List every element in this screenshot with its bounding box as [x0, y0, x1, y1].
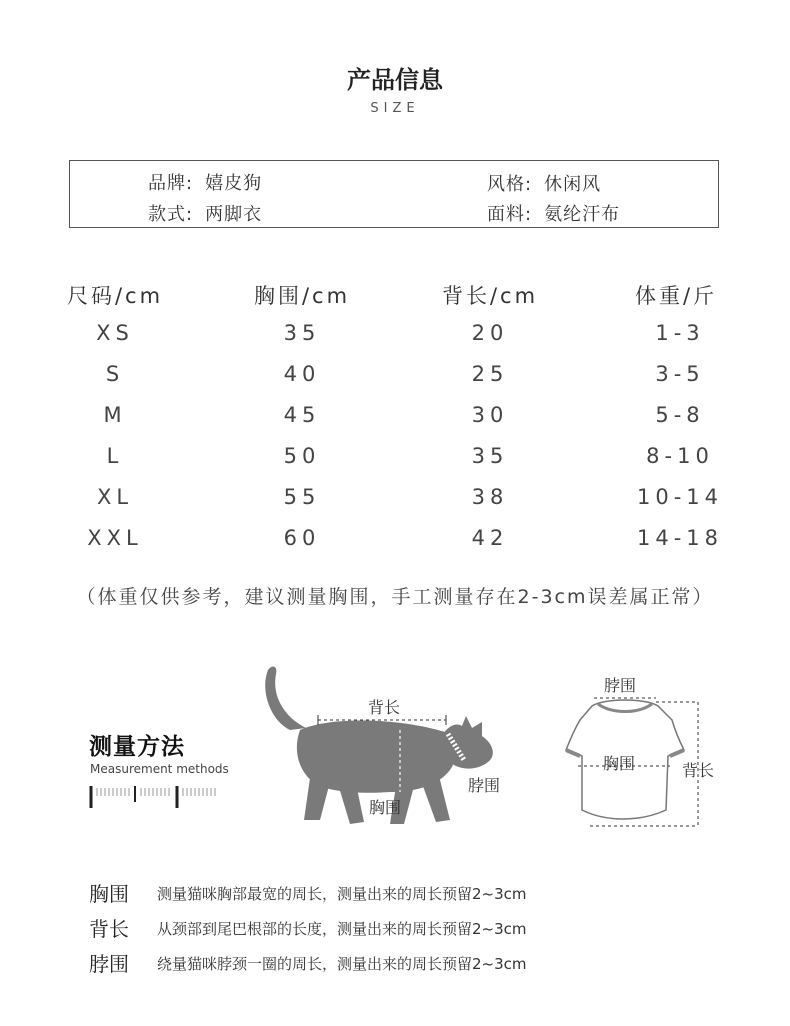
def-chest-term: 胸围 [89, 882, 129, 906]
def-neck-term: 脖围 [89, 952, 129, 976]
table-cell: 35 [471, 444, 509, 468]
table-cell: 3-5 [655, 362, 705, 386]
info-type-label: 款式: [148, 204, 194, 225]
page-subtitle: SIZE [370, 101, 420, 116]
table-header-weight: 体重/斤 [634, 284, 718, 308]
info-style-value: 休闲风 [544, 174, 602, 195]
info-fabric-label: 面料: [487, 204, 533, 225]
table-cell: 60 [283, 526, 321, 550]
info-type [148, 200, 262, 226]
table-cell: S [105, 362, 125, 386]
info-brand-value: 嬉皮狗 [205, 173, 263, 194]
table-cell: 10-14 [636, 485, 724, 509]
shirt-chest-label: 胸围 [603, 754, 636, 773]
table-cell: 50 [283, 444, 321, 468]
table-cell: XXL [87, 526, 143, 550]
table-cell: 25 [471, 362, 509, 386]
def-back-term: 背长 [89, 917, 129, 941]
def-neck-desc: 绕量猫咪脖颈一圈的周长，测量出来的周长预留2~3cm [157, 955, 527, 973]
table-cell: 45 [283, 403, 321, 427]
cat-neck-label: 脖围 [468, 776, 501, 795]
cat-chest-label: 胸围 [369, 798, 402, 817]
method-title: 测量方法 [89, 734, 185, 760]
table-cell: 30 [471, 403, 509, 427]
weight-note: （体重仅供参考，建议测量胸围，手工测量存在2-3cm误差属正常） [76, 586, 714, 608]
table-cell: L [106, 444, 124, 468]
table-cell: 55 [283, 485, 321, 509]
table-header-back: 背长/cm [441, 284, 539, 308]
table-cell: 20 [471, 321, 509, 345]
table-cell: 5-8 [655, 403, 705, 427]
info-style [487, 170, 601, 196]
info-style-label: 风格: [487, 174, 533, 195]
table-cell: 38 [471, 485, 509, 509]
cat-back-label: 背长 [368, 698, 401, 717]
table-cell: 40 [283, 362, 321, 386]
table-cell: 8-10 [646, 444, 714, 468]
table-cell: XL [96, 485, 134, 509]
ruler-icon [89, 784, 219, 810]
info-fabric-value: 氨纶汗布 [544, 204, 621, 225]
method-subtitle: Measurement methods [90, 762, 229, 776]
info-type-value: 两脚衣 [205, 204, 263, 225]
table-header-chest: 胸围/cm [253, 284, 351, 308]
table-header-size: 尺码/cm [66, 284, 164, 308]
def-chest-desc: 测量猫咪胸部最宽的周长，测量出来的周长预留2~3cm [157, 885, 527, 903]
info-brand [148, 169, 262, 195]
shirt-back-label: 背长 [682, 761, 715, 780]
table-cell: 35 [283, 321, 321, 345]
shirt-neck-label: 脖围 [604, 676, 637, 695]
table-cell: 14-18 [636, 526, 724, 550]
def-back-desc: 从颈部到尾巴根部的长度，测量出来的周长预留2~3cm [157, 920, 527, 938]
info-fabric [487, 200, 620, 226]
info-brand-label: 品牌: [148, 173, 194, 194]
table-cell: 42 [471, 526, 509, 550]
table-cell: 1-3 [655, 321, 705, 345]
page-title: 产品信息 [347, 66, 443, 94]
table-cell: XS [96, 321, 134, 345]
table-cell: M [103, 403, 127, 427]
